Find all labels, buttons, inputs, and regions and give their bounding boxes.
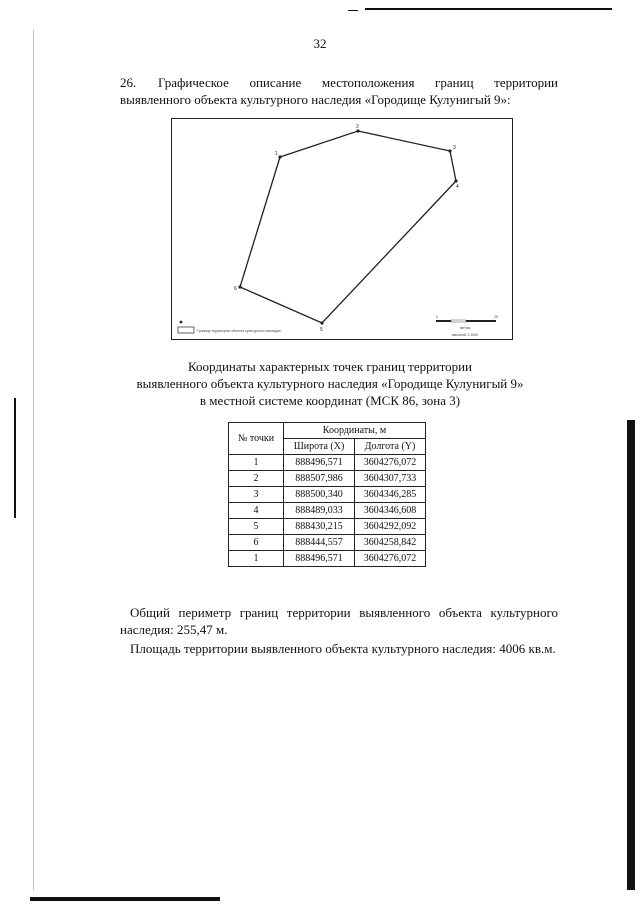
section-heading — [120, 74, 558, 108]
map-point-label-2: 2 — [356, 124, 359, 130]
cell-latitude: 888496,571 — [284, 455, 355, 471]
scale-bar-segment — [451, 320, 466, 322]
cell-point-number: 3 — [229, 487, 284, 503]
scale-units: метры — [460, 326, 471, 330]
coordinates-table — [228, 422, 426, 567]
table-row — [229, 455, 426, 471]
map-point-1 — [278, 155, 281, 158]
map-point-label-6: 6 — [234, 286, 237, 292]
section-number: 26. — [120, 75, 137, 90]
legend-point-symbol — [180, 321, 183, 324]
table-row — [229, 551, 426, 567]
scan-line-top — [365, 8, 612, 10]
cell-latitude: 888507,986 — [284, 471, 355, 487]
map-point-label-4: 4 — [456, 184, 459, 190]
caption-line-1: Координаты характерных точек границ территории — [188, 359, 472, 374]
legend-boundary-symbol — [178, 327, 194, 333]
header-coordinates: Координаты, м — [284, 423, 426, 439]
cell-longitude: 3604346,285 — [355, 487, 426, 503]
map-point-5 — [320, 321, 323, 324]
table-caption — [60, 358, 600, 409]
table-header-row — [229, 423, 426, 439]
cell-latitude: 888489,033 — [284, 503, 355, 519]
cell-longitude: 3604292,092 — [355, 519, 426, 535]
scale-end: 25 — [494, 315, 498, 319]
cell-longitude: 3604276,072 — [355, 455, 426, 471]
section-title-text: Графическое описание местоположения границ территории выявленного объекта культурного наследия «Городище Кулунигый 9»: — [120, 75, 558, 107]
scale-start: 0 — [436, 315, 438, 319]
map-point-label-3: 3 — [453, 145, 456, 151]
scan-line-right-edge — [627, 420, 635, 890]
header-point-number: № точки — [229, 423, 284, 455]
page-number: 32 — [313, 36, 327, 51]
cell-point-number: 1 — [229, 551, 284, 567]
header-longitude: Долгота (Y) — [355, 439, 426, 455]
map-point-label-1: 1 — [275, 151, 278, 157]
scan-mark-left — [14, 398, 16, 518]
cell-latitude: 888500,340 — [284, 487, 355, 503]
caption-line-2: выявленного объекта культурного наследия «Городище Кулунигый 9» — [136, 376, 524, 391]
area-paragraph — [120, 640, 558, 657]
table-row — [229, 503, 426, 519]
perimeter-paragraph — [120, 604, 558, 638]
cell-latitude: 888496,571 — [284, 551, 355, 567]
scan-line-left-margin — [33, 30, 34, 890]
cell-longitude: 3604346,608 — [355, 503, 426, 519]
cell-latitude: 888444,557 — [284, 535, 355, 551]
cell-longitude: 3604258,842 — [355, 535, 426, 551]
cell-point-number: 6 — [229, 535, 284, 551]
cell-point-number: 5 — [229, 519, 284, 535]
cell-point-number: 2 — [229, 471, 284, 487]
map-point-6 — [238, 285, 241, 288]
map-point-3 — [448, 149, 451, 152]
cell-longitude: 3604307,733 — [355, 471, 426, 487]
caption-line-3: в местной системе координат (МСК 86, зона 3) — [199, 393, 461, 408]
cell-point-number: 4 — [229, 503, 284, 519]
area-text: Площадь территории выявленного объекта культурного наследия: 4006 кв.м. — [130, 641, 556, 656]
map-point-4 — [454, 179, 457, 182]
cell-latitude: 888430,215 — [284, 519, 355, 535]
table-row — [229, 519, 426, 535]
boundary-map — [171, 118, 513, 340]
cell-point-number: 1 — [229, 455, 284, 471]
boundary-map-svg — [172, 119, 514, 341]
table-row — [229, 487, 426, 503]
boundary-polygon — [240, 131, 456, 323]
legend-boundary-label: Граница территории объекта культурного наследия — [197, 329, 281, 333]
scan-line-top-short — [348, 10, 358, 11]
table-row — [229, 471, 426, 487]
scale-ratio: масштаб 1:1000 — [452, 333, 479, 337]
map-point-label-5: 5 — [320, 327, 323, 333]
perimeter-text: Общий периметр границ территории выявленного объекта культурного наследия: 255,47 м. — [120, 605, 558, 637]
table-row — [229, 535, 426, 551]
scan-line-bottom — [30, 897, 220, 901]
cell-longitude: 3604276,072 — [355, 551, 426, 567]
header-latitude: Широта (X) — [284, 439, 355, 455]
